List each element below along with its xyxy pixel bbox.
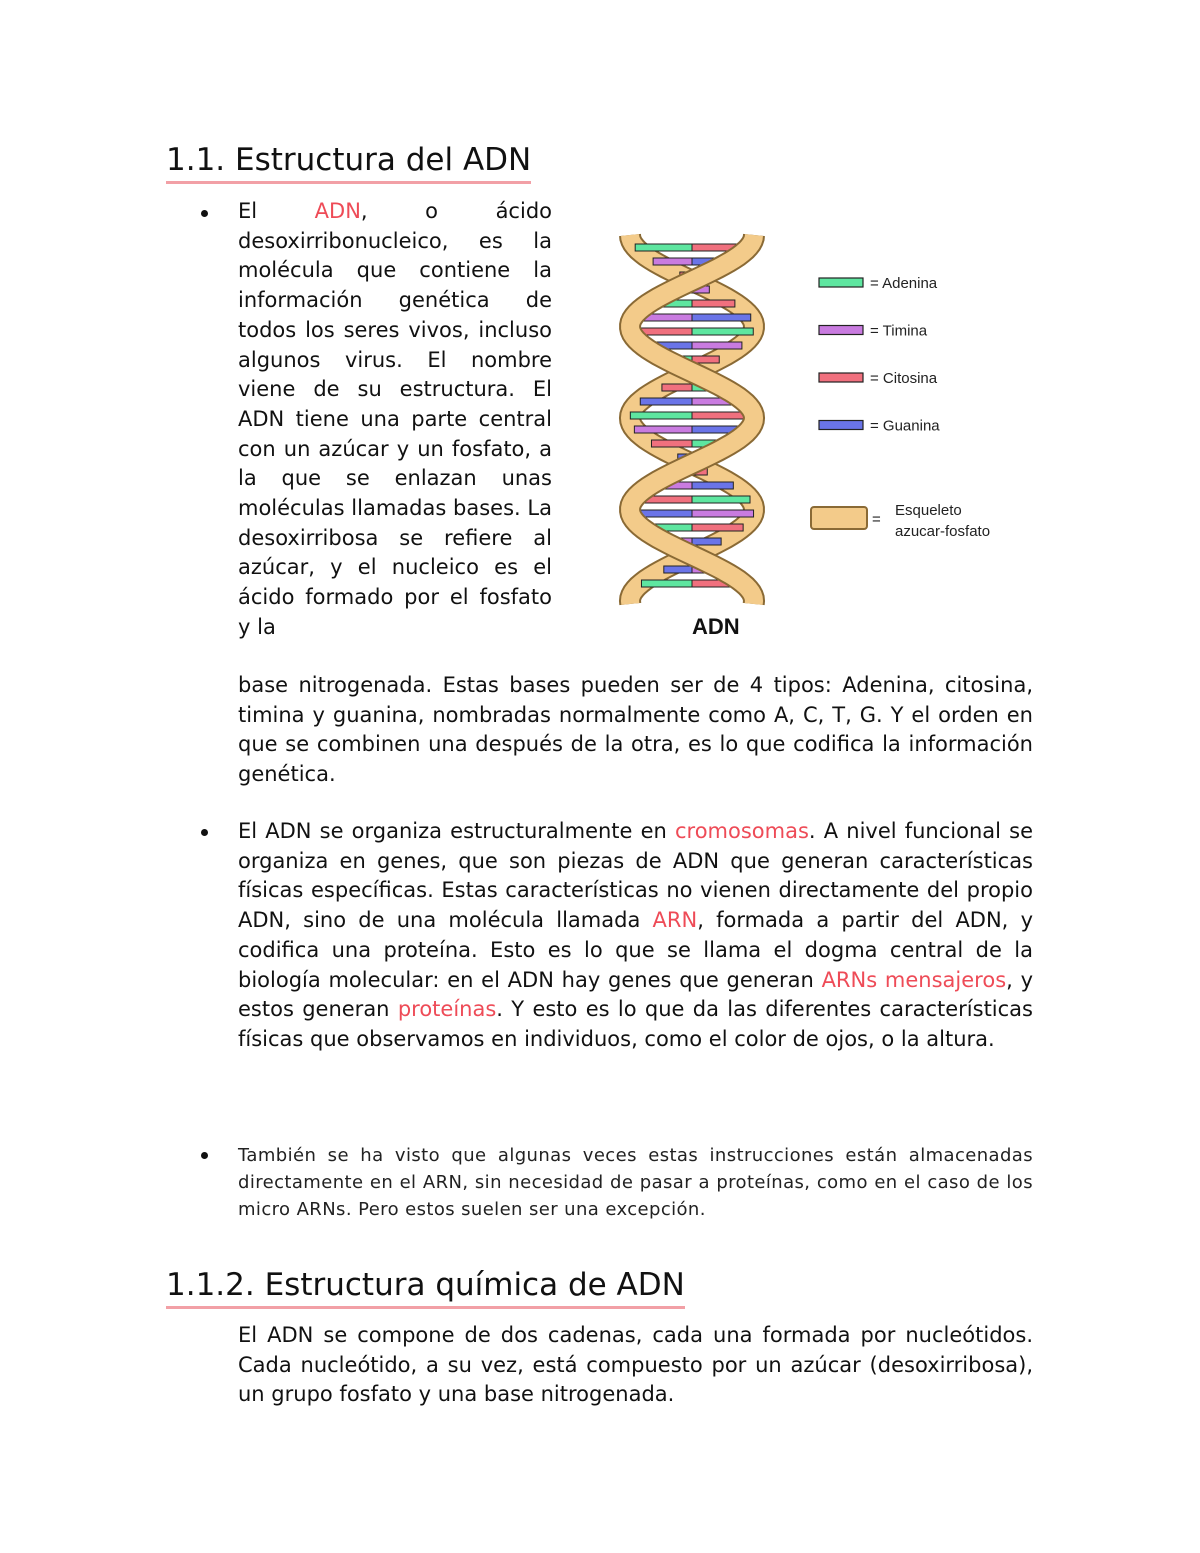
base-pair-segment [692,538,721,545]
base-pair-segment [640,398,692,405]
base-pair-segment [651,440,692,447]
legend-backbone-label: Esqueleto [895,502,962,519]
arn-link[interactable]: ARN [652,908,698,933]
base-pair-segment [630,412,692,419]
bullet-point [201,210,208,217]
cromosomas-link[interactable]: cromosomas [674,819,809,843]
bullet1-paragraph-top [238,197,552,643]
base-pair-segment [692,356,719,363]
dna-legend [811,275,990,540]
bullet1-paragraph-bottom [238,671,1033,790]
base-pair-segment [692,496,750,503]
legend-label: = Adenina [870,275,938,292]
arns-mensajeros-link[interactable]: ARNs mensajeros [821,967,1007,992]
base-pair-segment [692,300,735,307]
legend-swatch [819,373,863,382]
bullet-point [201,829,208,836]
dna-helix [630,235,754,604]
bullet3-paragraph: También se ha visto que algunas veces estas instrucciones están almacenadas directamente en el ARN, sin necesidad de pasar a proteínas, como en el caso de los micro ARNs. Pero estos suelen ser una excepción. [238,1145,1033,1220]
dna-diagram [600,205,1020,645]
base-pair-segment [662,384,692,391]
adn-link[interactable]: ADN [314,199,361,223]
proteinas-link[interactable]: proteínas [397,997,497,1022]
bullet1-text-continued: base nitrogenada. Estas bases pueden ser de 4 tipos: Adenina, citosina, timina y guanina, nombradas normalmente como A, C, T, G. Y el orden en que se combinen una después de la otra, es lo que codifica la información genética. [238,673,1033,787]
legend-swatch [819,278,863,287]
bullet1-text-start: El [238,199,315,223]
base-pair-segment [641,580,692,587]
bullet2-text: El ADN se organiza estructuralmente en [238,819,675,843]
base-pair-segment [692,482,733,489]
base-pair-segment [664,566,692,573]
base-pair-segment [692,524,743,531]
dna-figure-title: ADN [692,614,740,639]
legend-swatch [819,326,863,335]
subsection-heading: 1.1.2. Estructura química de ADN [166,1265,685,1309]
legend-label: = Timina [870,322,928,340]
bullet2-text: , formada a partir del ADN, y codifica una proteína. Esto es lo que se llama el dogma central de la biología molecular: en el ADN hay genes que generan [238,908,1033,992]
base-pair-segment [634,426,692,433]
base-pair-segment [692,314,751,321]
bullet2-text: . Y esto es lo que da las diferentes características físicas que observamos en individuos, como el color de ojos, o la altura. [238,997,1033,1051]
legend-backbone-label: azucar-fosfato [895,523,991,540]
legend-swatch [819,421,863,430]
base-pair-segment [635,244,692,251]
base-pair-segment [692,510,754,517]
legend-backbone-swatch [811,507,867,529]
base-pair-segment [692,342,742,349]
bullet2-text: , y estos generan [238,967,1033,1022]
bullet-point [201,1152,208,1159]
legend-label: = Citosina [870,370,938,387]
chemical-structure-paragraph: El ADN se compone de dos cadenas, cada una formada por nucleótidos. Cada nucleótido, a su vez, está compuesto por un azúcar (desoxirribosa), un grupo fosfato y una base nitrogenada. [238,1323,1033,1407]
legend-backbone-equals: = [872,511,881,528]
bullet2-paragraph [238,817,1033,1055]
base-pair-segment [653,258,692,265]
bullet1-text: , o ácido desoxirribonucleico, es la molécula que contiene la información genética de todos los seres vivos, incluso algunos virus. El nombre viene de su estructura. El ADN tiene una parte central con un azúcar y un fosfato, a la que se enlazan unas moléculas llamadas bases. La desoxirribosa se refiere al azúcar, y el nucleico es el ácido formado por el fosfato y la [238,199,552,639]
legend-label: = Guanina [870,417,940,435]
section-heading: 1.1. Estructura del ADN [166,140,531,184]
bullet2-text: . A nivel funcional se organiza en genes, que son piezas de ADN que generan características físicas específicas. Estas características no vienen directamente del propio ADN, sino de una molécula llamada [238,819,1033,933]
base-pair-segment [692,328,753,335]
